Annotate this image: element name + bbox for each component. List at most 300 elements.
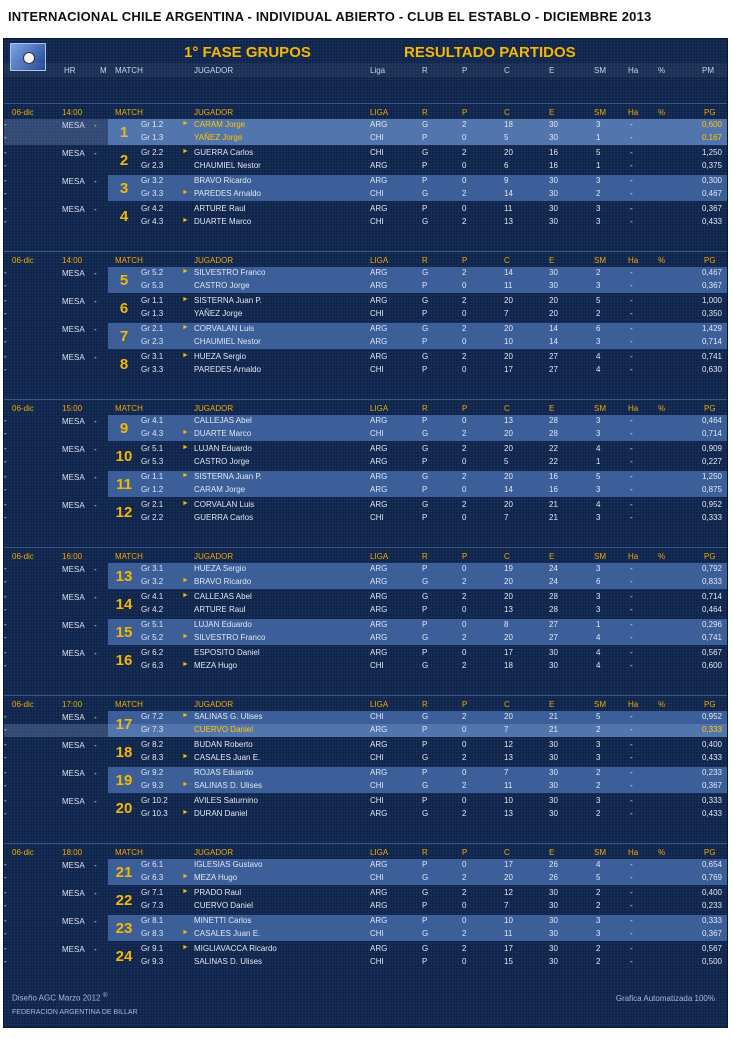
player-ha: - (630, 592, 633, 601)
match-row (4, 739, 728, 765)
player-c: 20 (504, 429, 513, 438)
player-row (4, 428, 728, 441)
match-number: 7 (119, 328, 129, 345)
player-row (4, 471, 728, 484)
match-row (4, 351, 728, 377)
winner-arrow-icon: ► (182, 472, 189, 479)
player-pg: 0,500 (701, 957, 722, 966)
player-sm: 2 (596, 268, 601, 277)
player-r: G (422, 429, 429, 438)
player-r: P (422, 957, 428, 966)
player-e: 30 (549, 661, 558, 670)
mesa-label: MESA (62, 565, 85, 574)
match-row (4, 887, 728, 913)
mesa-number: - (94, 325, 97, 334)
player-p: 0 (462, 620, 467, 629)
player-row (4, 619, 728, 632)
player-r: G (422, 120, 429, 129)
player-p: 2 (462, 120, 467, 129)
player-name: AVILES Saturnino (194, 796, 258, 805)
player-gr: Gr 2.2 (141, 148, 164, 157)
player-p: 2 (462, 500, 467, 509)
player-pct: - (4, 513, 7, 522)
player-pg: 0,600 (701, 120, 722, 129)
player-liga: CHI (370, 929, 384, 938)
player-row (4, 364, 728, 377)
player-ha: - (630, 457, 633, 466)
player-c: 11 (504, 781, 513, 790)
player-sm: 3 (596, 281, 601, 290)
player-sm: 4 (596, 860, 601, 869)
player-p: 2 (462, 444, 467, 453)
player-e: 27 (549, 365, 558, 374)
player-row (4, 175, 728, 188)
match-number: 9 (119, 420, 129, 437)
player-pg: 0,333 (701, 513, 722, 522)
block-label-pg: PG (704, 256, 716, 265)
block-date: 06-dic (12, 108, 34, 117)
col-jugador: JUGADOR (194, 66, 234, 75)
player-pg: 1,429 (701, 324, 722, 333)
player-pct: - (4, 416, 7, 425)
player-sm: 3 (596, 929, 601, 938)
player-gr: Gr 1.1 (141, 296, 164, 305)
player-r: P (422, 860, 428, 869)
player-r: P (422, 796, 428, 805)
block-label-sm: SM (594, 552, 606, 561)
player-liga: CHI (370, 661, 384, 670)
winner-arrow-icon: ► (182, 712, 189, 719)
match-number: 2 (119, 152, 129, 169)
player-c: 10 (504, 337, 513, 346)
player-e: 30 (549, 944, 558, 953)
match-number: 6 (119, 300, 129, 317)
player-p: 0 (462, 796, 467, 805)
match-number: 3 (119, 180, 129, 197)
player-liga: ARG (370, 204, 388, 213)
player-ha: - (630, 620, 633, 629)
player-c: 15 (504, 957, 513, 966)
column-header-bar (4, 63, 728, 77)
block-label-p: P (462, 700, 468, 709)
player-pg: 0,227 (701, 457, 722, 466)
player-p: 2 (462, 268, 467, 277)
winner-arrow-icon: ► (182, 873, 189, 880)
mesa-number: - (94, 741, 97, 750)
player-pg: 0,350 (701, 309, 722, 318)
player-p: 0 (462, 337, 467, 346)
player-ha: - (630, 148, 633, 157)
block-label-sm: SM (594, 108, 606, 117)
player-row (4, 512, 728, 525)
block-label-liga: LIGA (370, 108, 389, 117)
match-number: 5 (119, 272, 129, 289)
mesa-label: MESA (62, 713, 85, 722)
mesa-label: MESA (62, 297, 85, 306)
player-sm: 3 (596, 753, 601, 762)
player-p: 0 (462, 725, 467, 734)
player-c: 20 (504, 633, 513, 642)
winner-arrow-icon: ► (182, 809, 189, 816)
player-pg: 0,600 (701, 661, 722, 670)
mesa-label: MESA (62, 149, 85, 158)
player-c: 17 (504, 860, 513, 869)
player-liga: CHI (370, 365, 384, 374)
player-pg: 0,333 (701, 916, 722, 925)
player-r: G (422, 217, 429, 226)
player-row (4, 956, 728, 969)
player-e: 20 (549, 296, 558, 305)
player-pct: - (4, 429, 7, 438)
player-c: 8 (504, 620, 509, 629)
player-sm: 4 (596, 365, 601, 374)
player-row (4, 132, 728, 145)
player-name: CUERVO Daniel (194, 725, 253, 734)
player-pct: - (4, 161, 7, 170)
player-ha: - (630, 120, 633, 129)
player-r: P (422, 740, 428, 749)
player-r: G (422, 352, 429, 361)
match-row (4, 563, 728, 589)
player-row (4, 563, 728, 576)
player-pct: - (4, 485, 7, 494)
winner-arrow-icon: ► (182, 189, 189, 196)
player-r: G (422, 929, 429, 938)
player-pct: - (4, 564, 7, 573)
mesa-number: - (94, 297, 97, 306)
player-gr: Gr 7.3 (141, 901, 164, 910)
player-ha: - (630, 485, 633, 494)
player-sm: 6 (596, 324, 601, 333)
player-r: P (422, 457, 428, 466)
mesa-label: MESA (62, 177, 85, 186)
block-label-pg: PG (704, 552, 716, 561)
player-gr: Gr 5.2 (141, 268, 164, 277)
player-e: 20 (549, 309, 558, 318)
col-e: E (549, 66, 555, 75)
player-sm: 3 (596, 204, 601, 213)
winner-arrow-icon: ► (182, 352, 189, 359)
player-gr: Gr 3.1 (141, 564, 164, 573)
player-p: 0 (462, 768, 467, 777)
player-pg: 0,792 (701, 564, 722, 573)
player-ha: - (630, 725, 633, 734)
match-number: 19 (115, 772, 133, 789)
player-liga: ARG (370, 901, 388, 910)
player-pct: - (4, 740, 7, 749)
player-e: 30 (549, 648, 558, 657)
block-label-ha: Ha (628, 256, 639, 265)
player-pg: 0,654 (701, 860, 722, 869)
player-pg: 0,433 (701, 217, 722, 226)
player-liga: CHI (370, 873, 384, 882)
winner-arrow-icon: ► (182, 120, 189, 127)
player-liga: ARG (370, 944, 388, 953)
player-pct: - (4, 648, 7, 657)
player-e: 30 (549, 888, 558, 897)
player-pg: 0,467 (701, 189, 722, 198)
player-p: 2 (462, 472, 467, 481)
player-r: P (422, 564, 428, 573)
mesa-label: MESA (62, 473, 85, 482)
player-ha: - (630, 661, 633, 670)
player-name: MIGLIAVACCA Ricardo (194, 944, 277, 953)
player-name: CUERVO Daniel (194, 901, 253, 910)
player-liga: ARG (370, 500, 388, 509)
player-name: LUJAN Eduardo (194, 620, 252, 629)
mesa-label: MESA (62, 861, 85, 870)
player-gr: Gr 7.3 (141, 725, 164, 734)
block-label-pct: % (658, 700, 666, 709)
player-c: 7 (504, 513, 509, 522)
winner-arrow-icon: ► (182, 148, 189, 155)
block-label-sm: SM (594, 256, 606, 265)
player-pg: 0,433 (701, 753, 722, 762)
player-name: YAÑEZ Jorge (194, 309, 243, 318)
block-label-e: E (549, 552, 555, 561)
mesa-label: MESA (62, 121, 85, 130)
player-e: 22 (549, 444, 558, 453)
player-e: 21 (549, 513, 558, 522)
block-label-pct: % (658, 404, 666, 413)
player-r: P (422, 648, 428, 657)
player-r: G (422, 324, 429, 333)
player-row (4, 443, 728, 456)
block-label-e: E (549, 700, 555, 709)
player-sm: 3 (596, 485, 601, 494)
player-sm: 3 (596, 592, 601, 601)
player-liga: CHI (370, 189, 384, 198)
player-c: 5 (504, 133, 509, 142)
block-date: 06-dic (12, 848, 34, 857)
player-ha: - (630, 176, 633, 185)
player-pg: 0,367 (701, 781, 722, 790)
player-name: PAREDES Arnaldo (194, 365, 261, 374)
mesa-label: MESA (62, 417, 85, 426)
col-m: M (100, 66, 107, 75)
player-pct: - (4, 457, 7, 466)
mesa-number: - (94, 713, 97, 722)
player-row (4, 943, 728, 956)
player-r: P (422, 485, 428, 494)
player-e: 30 (549, 204, 558, 213)
player-sm: 4 (596, 444, 601, 453)
player-r: P (422, 901, 428, 910)
player-name: SILVESTRO Franco (194, 268, 266, 277)
player-row (4, 752, 728, 765)
mesa-number: - (94, 501, 97, 510)
player-c: 20 (504, 712, 513, 721)
mesa-label: MESA (62, 593, 85, 602)
automated-note: Grafica Automatizada 100% (615, 994, 715, 1003)
player-e: 28 (549, 429, 558, 438)
mesa-label: MESA (62, 917, 85, 926)
player-pg: 0,567 (701, 648, 722, 657)
player-r: P (422, 133, 428, 142)
player-ha: - (630, 268, 633, 277)
player-pct: - (4, 309, 7, 318)
player-e: 30 (549, 217, 558, 226)
player-pct: - (4, 217, 7, 226)
player-row (4, 203, 728, 216)
player-liga: ARG (370, 337, 388, 346)
mesa-label: MESA (62, 769, 85, 778)
player-c: 7 (504, 901, 509, 910)
player-pct: - (4, 781, 7, 790)
player-e: 30 (549, 901, 558, 910)
match-number: 4 (119, 208, 129, 225)
player-sm: 2 (596, 809, 601, 818)
block-separator (4, 251, 728, 252)
player-p: 0 (462, 901, 467, 910)
player-gr: Gr 9.1 (141, 944, 164, 953)
player-gr: Gr 4.1 (141, 592, 164, 601)
player-sm: 3 (596, 176, 601, 185)
player-ha: - (630, 712, 633, 721)
mesa-label: MESA (62, 741, 85, 750)
player-sm: 3 (596, 337, 601, 346)
player-r: G (422, 944, 429, 953)
player-e: 26 (549, 873, 558, 882)
player-r: G (422, 753, 429, 762)
mesa-label: MESA (62, 205, 85, 214)
block-label-r: R (422, 108, 428, 117)
player-pg: 0,714 (701, 592, 722, 601)
match-row (4, 415, 728, 441)
match-row (4, 711, 728, 737)
mesa-label: MESA (62, 649, 85, 658)
block-label-pg: PG (704, 404, 716, 413)
mesa-number: - (94, 473, 97, 482)
player-r: P (422, 365, 428, 374)
winner-arrow-icon: ► (182, 296, 189, 303)
player-r: G (422, 472, 429, 481)
player-gr: Gr 2.3 (141, 337, 164, 346)
match-row (4, 619, 728, 645)
player-row (4, 795, 728, 808)
player-c: 20 (504, 352, 513, 361)
player-pg: 0,167 (701, 133, 722, 142)
player-gr: Gr 8.1 (141, 916, 164, 925)
player-liga: ARG (370, 352, 388, 361)
player-c: 17 (504, 648, 513, 657)
player-pg: 0,467 (701, 268, 722, 277)
player-ha: - (630, 352, 633, 361)
block-label-match: MATCH (115, 404, 143, 413)
col-c: C (504, 66, 510, 75)
player-pct: - (4, 725, 7, 734)
player-p: 2 (462, 324, 467, 333)
player-r: P (422, 337, 428, 346)
player-liga: ARG (370, 416, 388, 425)
player-row (4, 280, 728, 293)
player-name: SISTERNA Juan P. (194, 472, 262, 481)
player-c: 10 (504, 916, 513, 925)
player-name: PAREDES Arnaldo (194, 189, 261, 198)
player-pg: 0,630 (701, 365, 722, 374)
player-gr: Gr 5.2 (141, 633, 164, 642)
player-row (4, 160, 728, 173)
player-sm: 4 (596, 648, 601, 657)
player-sm: 4 (596, 500, 601, 509)
player-name: CORVALAN Luis (194, 324, 255, 333)
player-liga: ARG (370, 605, 388, 614)
block-label-sm: SM (594, 404, 606, 413)
player-c: 20 (504, 577, 513, 586)
mesa-number: - (94, 269, 97, 278)
player-r: G (422, 148, 429, 157)
winner-arrow-icon: ► (182, 429, 189, 436)
player-e: 30 (549, 957, 558, 966)
player-e: 30 (549, 176, 558, 185)
player-p: 2 (462, 296, 467, 305)
player-gr: Gr 9.3 (141, 957, 164, 966)
player-name: CARAM Jorge (194, 120, 246, 129)
block-label-liga: LIGA (370, 256, 389, 265)
player-liga: ARG (370, 176, 388, 185)
player-row (4, 351, 728, 364)
match-row (4, 175, 728, 201)
player-ha: - (630, 888, 633, 897)
winner-arrow-icon: ► (182, 592, 189, 599)
match-row (4, 295, 728, 321)
player-liga: ARG (370, 281, 388, 290)
player-row (4, 724, 728, 737)
player-sm: 3 (596, 605, 601, 614)
player-gr: Gr 8.3 (141, 753, 164, 762)
player-p: 0 (462, 916, 467, 925)
player-ha: - (630, 429, 633, 438)
player-gr: Gr 8.3 (141, 929, 164, 938)
player-c: 11 (504, 281, 513, 290)
design-credit: Diseño AGC Marzo 2012 ® (12, 992, 108, 1003)
player-r: G (422, 592, 429, 601)
player-name: SALINAS D. Ulises (194, 781, 263, 790)
player-r: G (422, 577, 429, 586)
match-number: 8 (119, 356, 129, 373)
player-pct: - (4, 577, 7, 586)
player-gr: Gr 2.1 (141, 500, 164, 509)
col-p: P (462, 66, 468, 75)
player-sm: 4 (596, 352, 601, 361)
player-pg: 0,333 (701, 796, 722, 805)
player-liga: CHI (370, 513, 384, 522)
player-liga: ARG (370, 768, 388, 777)
player-liga: CHI (370, 217, 384, 226)
player-name: BRAVO Ricardo (194, 577, 252, 586)
player-gr: Gr 6.3 (141, 661, 164, 670)
player-sm: 2 (596, 768, 601, 777)
player-sm: 1 (596, 620, 601, 629)
block-label-ha: Ha (628, 404, 639, 413)
player-r: P (422, 725, 428, 734)
time-block (4, 693, 728, 823)
col-r: R (422, 66, 428, 75)
block-label-e: E (549, 404, 555, 413)
player-liga: ARG (370, 161, 388, 170)
mesa-number: - (94, 149, 97, 158)
match-row (4, 323, 728, 349)
col-pct: % (658, 66, 666, 75)
player-liga: ARG (370, 120, 388, 129)
player-pct: - (4, 365, 7, 374)
player-p: 0 (462, 176, 467, 185)
player-pct: - (4, 189, 7, 198)
player-e: 28 (549, 605, 558, 614)
player-e: 30 (549, 929, 558, 938)
match-number: 14 (115, 596, 133, 613)
player-e: 30 (549, 281, 558, 290)
